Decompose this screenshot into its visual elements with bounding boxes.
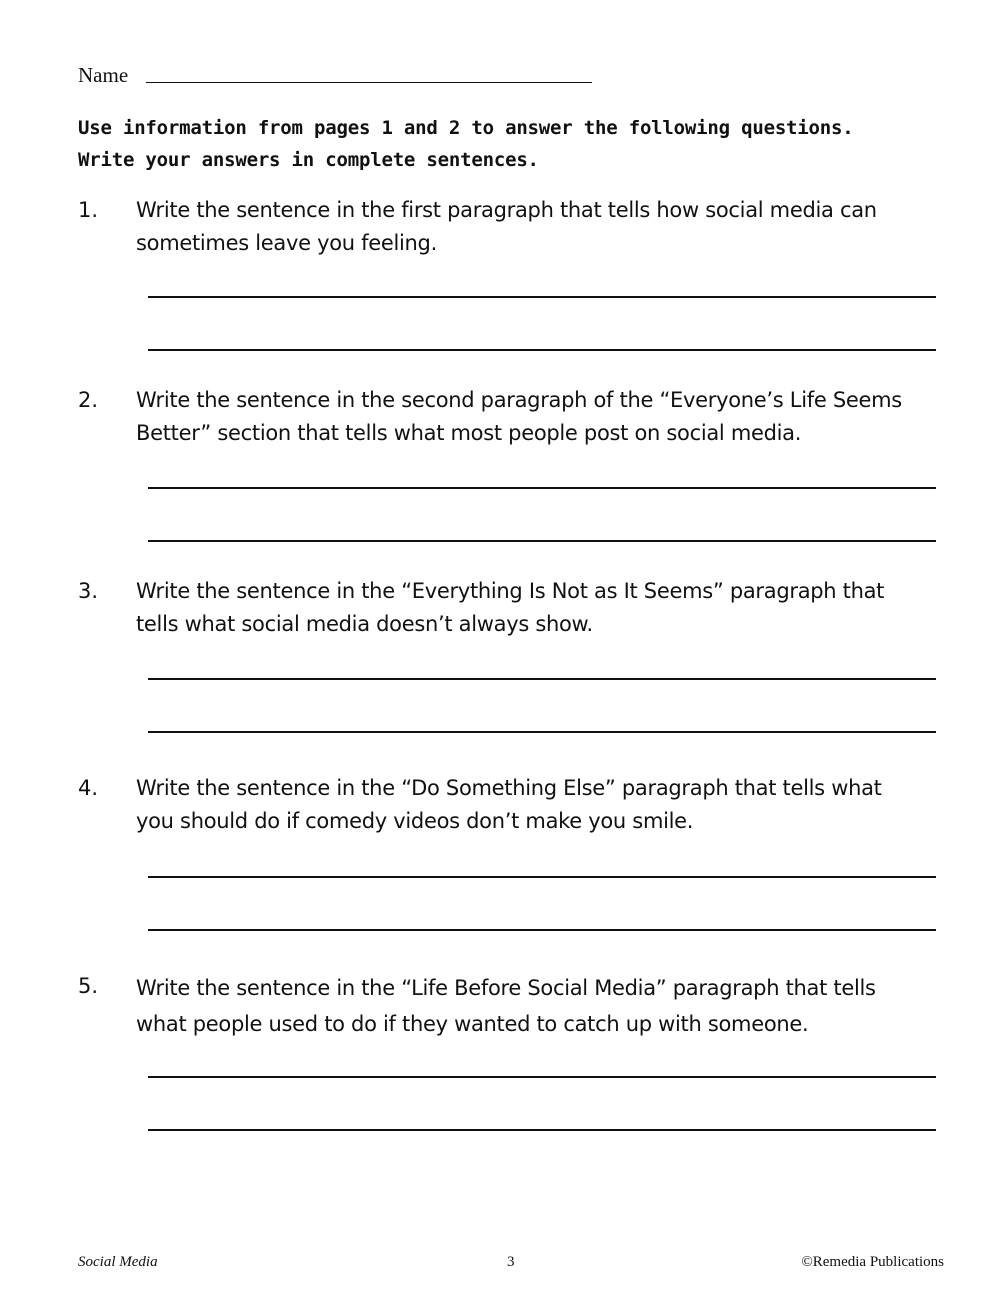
instructions-line-1: Use information from pages 1 and 2 to answer the following questions.: [78, 117, 854, 139]
answer-line-3a[interactable]: [148, 678, 936, 680]
name-label: Name: [78, 63, 129, 87]
page-number: 3: [507, 1254, 515, 1270]
question-text-line: Write the sentence in the “Life Before Social Media” paragraph that tells: [136, 976, 876, 1000]
answer-line-2a[interactable]: [148, 487, 936, 489]
name-field-row: [78, 62, 598, 88]
question-text-line: sometimes leave you feeling.: [136, 231, 437, 255]
question-number: 4.: [78, 776, 99, 800]
instructions-line-2: Write your answers in complete sentences.: [78, 149, 539, 171]
question-text: [136, 384, 956, 450]
answer-line-5a[interactable]: [148, 1076, 936, 1078]
name-input-line[interactable]: [146, 82, 592, 83]
question-text-line: Better” section that tells what most people post on social media.: [136, 421, 802, 445]
answer-line-1a[interactable]: [148, 296, 936, 298]
answer-line-2b[interactable]: [148, 540, 936, 542]
answer-line-4a[interactable]: [148, 876, 936, 878]
answer-line-5b[interactable]: [148, 1129, 936, 1131]
question-text-line: Write the sentence in the second paragraph of the “Everyone’s Life Seems: [136, 388, 902, 412]
answer-line-1b[interactable]: [148, 349, 936, 351]
answer-line-3b[interactable]: [148, 731, 936, 733]
question-text-line: Write the sentence in the “Do Something Else” paragraph that tells what: [136, 776, 882, 800]
question-text: [136, 575, 956, 641]
question-number: 1.: [78, 198, 99, 222]
question-text-line: you should do if comedy videos don’t make you smile.: [136, 809, 694, 833]
question-text-line: Write the sentence in the first paragraph that tells how social media can: [136, 198, 877, 222]
answer-line-4b[interactable]: [148, 929, 936, 931]
question-text-line: Write the sentence in the “Everything Is Not as It Seems” paragraph that: [136, 579, 885, 603]
footer-title: Social Media: [78, 1254, 158, 1270]
instructions: [78, 112, 958, 176]
question-text: [136, 194, 956, 260]
question-number: 5.: [78, 974, 99, 998]
question-text: [136, 772, 956, 838]
question-number: 2.: [78, 388, 99, 412]
question-text: [136, 970, 956, 1042]
question-text-line: tells what social media doesn’t always show.: [136, 612, 593, 636]
question-number: 3.: [78, 579, 99, 603]
footer-copyright: ©Remedia Publications: [801, 1254, 944, 1270]
question-text-line: what people used to do if they wanted to catch up with someone.: [136, 1012, 809, 1036]
